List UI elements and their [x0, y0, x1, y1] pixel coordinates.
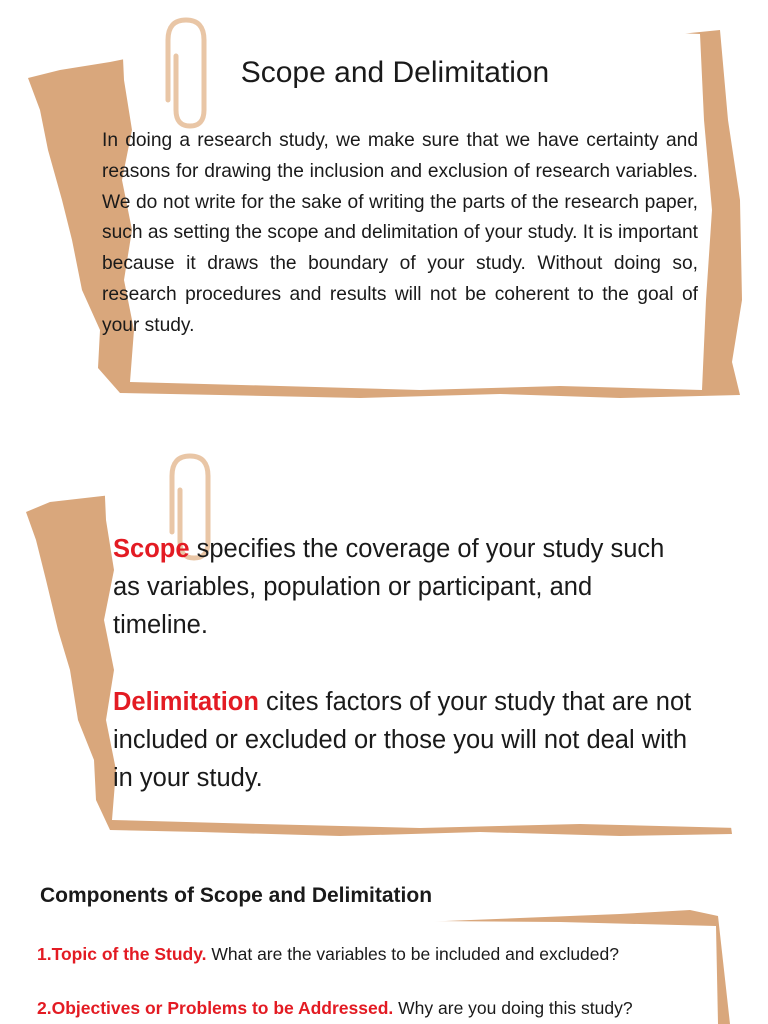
- component-text: What are the variables to be included and excluded?: [206, 944, 619, 964]
- delimitation-text: cites factors of your study that are not included or excluded or those you will not deal with in your study.: [113, 688, 692, 792]
- scope-definition: [113, 530, 693, 644]
- slide-scope-intro: [0, 0, 768, 420]
- component-label: 1.Topic of the Study.: [37, 944, 207, 964]
- intro-paragraph: In doing a research study, we make sure that we have certainty and reasons for drawing the inclusion and exclusion of research variables. We do not write for the sake of writing the parts of the research paper, such as setting the scope and delimitation of your study. It is important because it draws the boundary of your study. Without doing so, research procedures and results will not be coherent to the goal of your study.: [102, 130, 698, 336]
- component-label: 2.Objectives or Problems to be Addressed.: [37, 998, 394, 1018]
- slide-components: [0, 860, 768, 1024]
- scope-text: specifies the coverage of your study such as variables, population or participant, and timeline.: [113, 535, 665, 639]
- component-item-1: [37, 944, 619, 965]
- slide-title: Scope and Delimitation: [240, 56, 550, 89]
- delimitation-term: Delimitation: [113, 688, 259, 716]
- component-text: Why are you doing this study?: [393, 998, 633, 1018]
- component-item-2: [37, 998, 633, 1019]
- components-heading: Components of Scope and Delimitation: [40, 884, 433, 907]
- scope-term: Scope: [113, 535, 190, 563]
- delimitation-definition: [113, 683, 693, 797]
- slide-scope-definitions: [0, 430, 768, 850]
